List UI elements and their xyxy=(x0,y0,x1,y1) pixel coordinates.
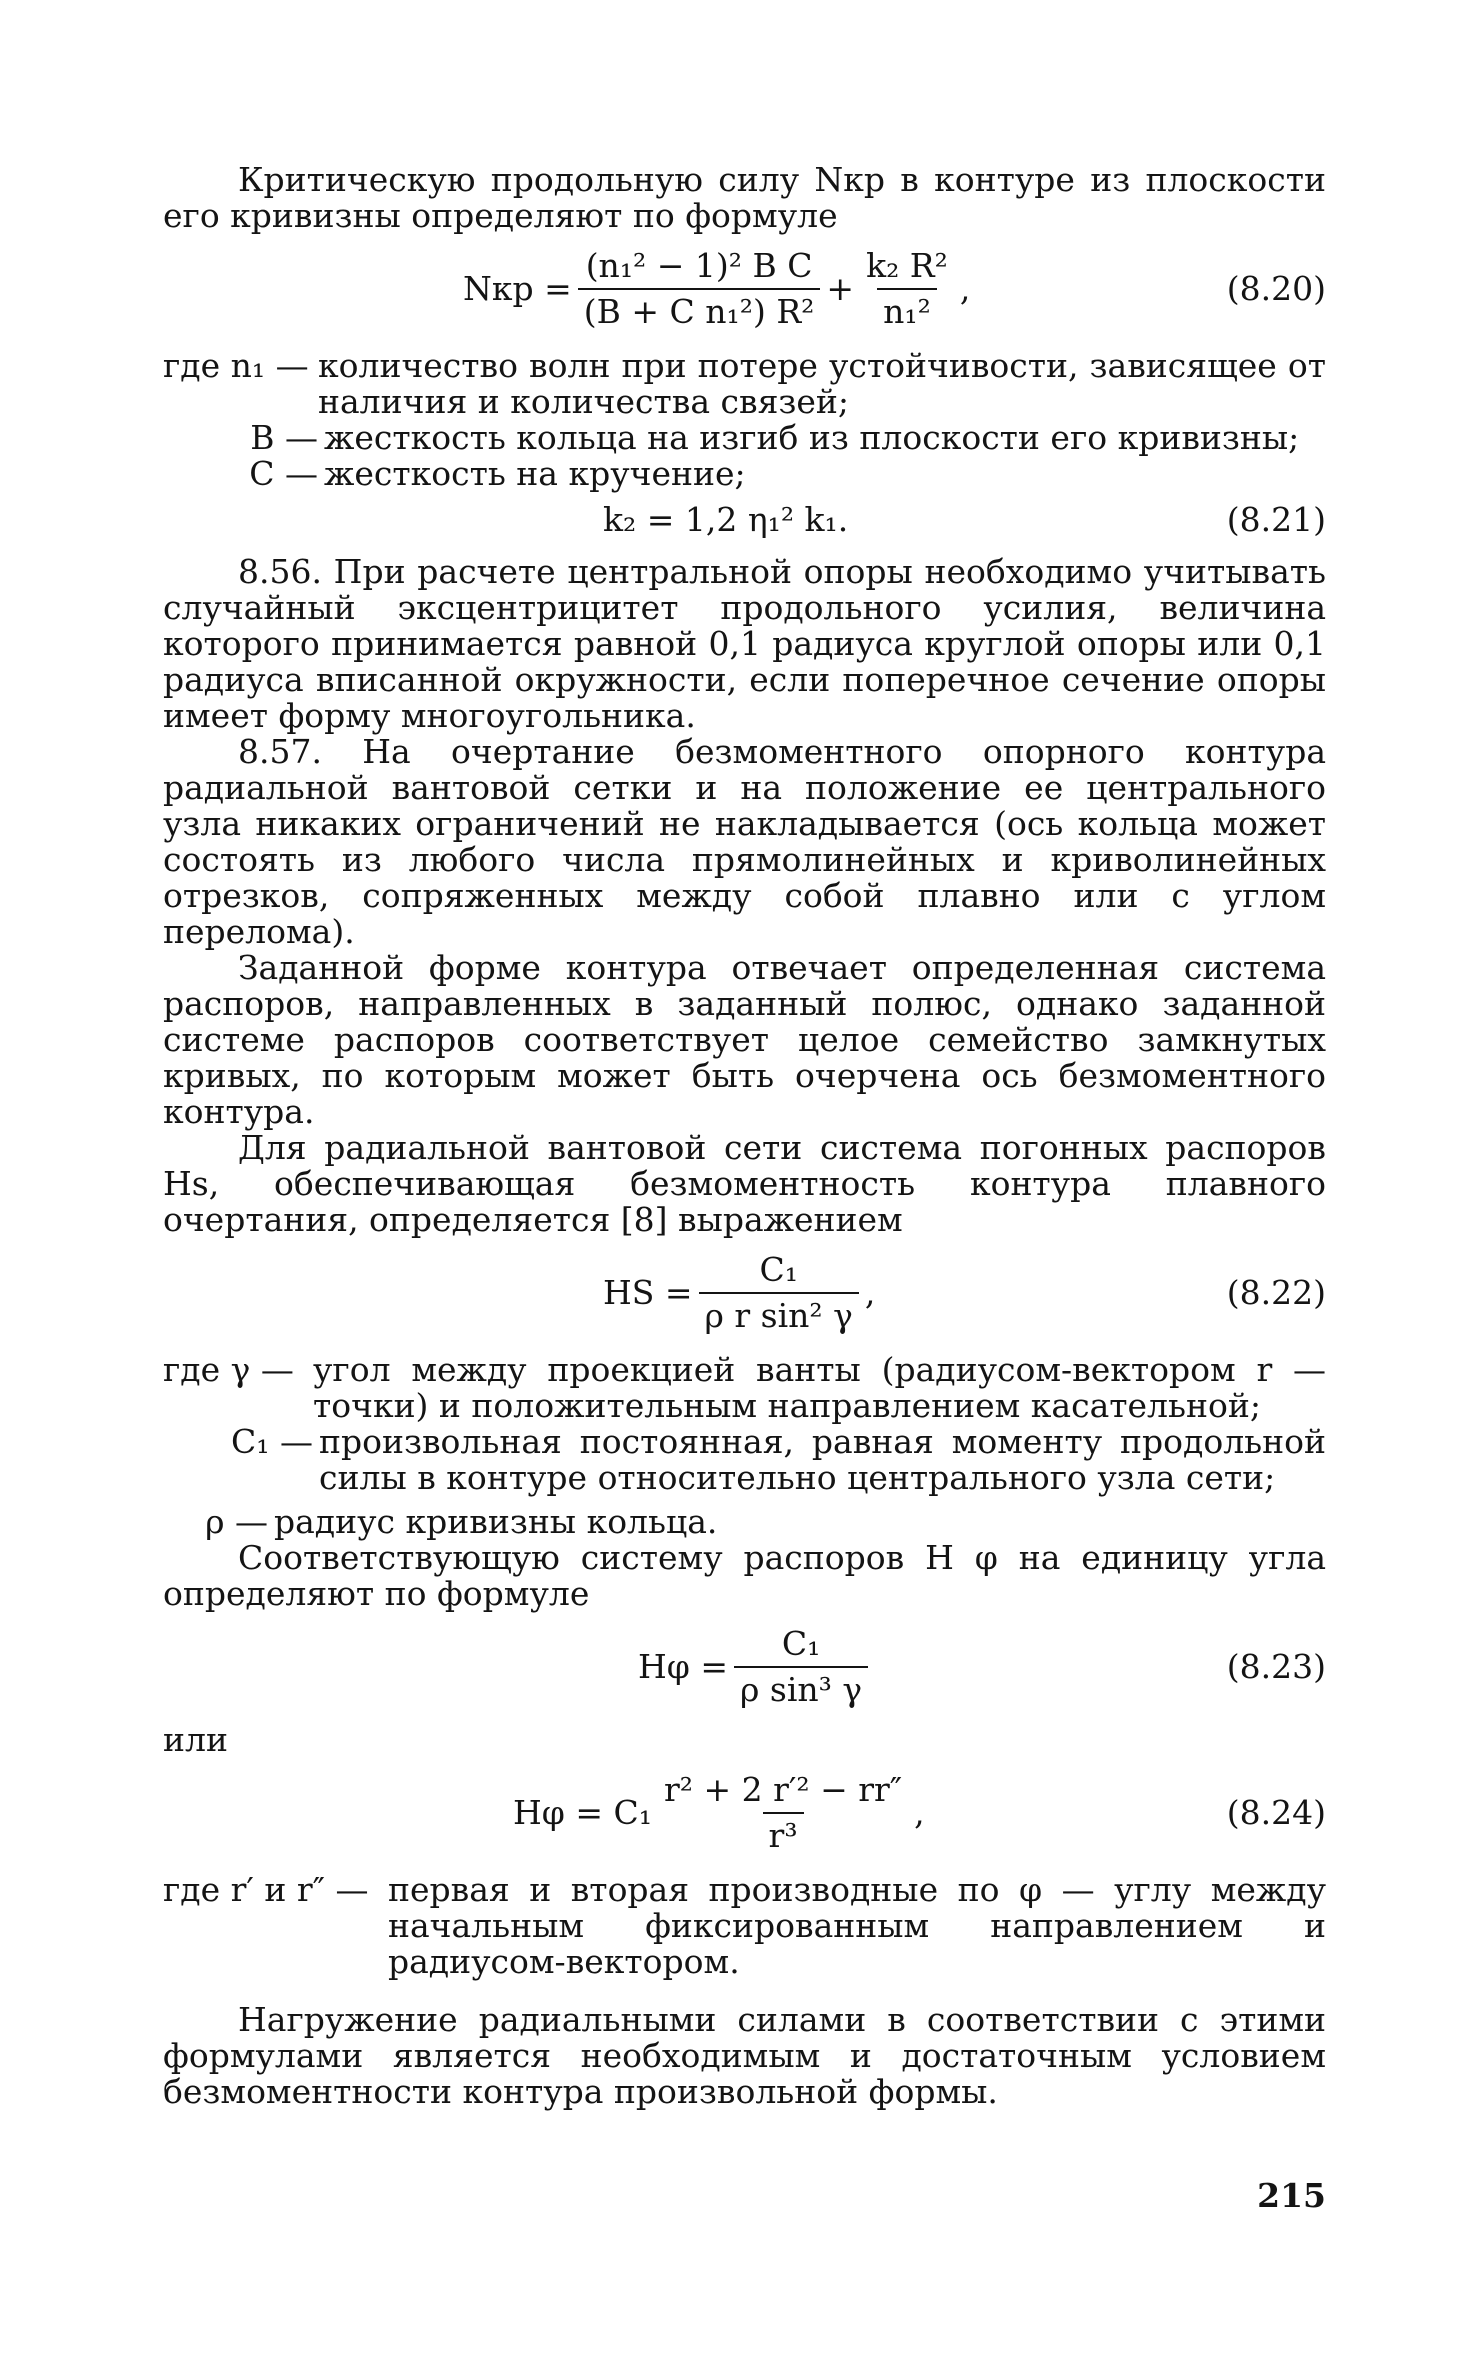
fraction-numerator: C₁ xyxy=(759,1250,798,1289)
definition-text: радиус кривизны кольца. xyxy=(274,1502,718,1541)
fraction xyxy=(860,248,954,330)
plus-sign: + xyxy=(826,269,855,308)
definition-text: первая и вторая производные по φ — углу между начальным фиксированным направлением и радиусом-вектором. xyxy=(388,1870,1326,1981)
fraction-numerator: C₁ xyxy=(781,1624,821,1663)
fraction-numerator: k₂ R² xyxy=(866,246,948,285)
fraction xyxy=(578,248,821,330)
equation-8-22 xyxy=(163,1238,1326,1348)
fraction-denominator: n₁² xyxy=(877,288,937,330)
fraction xyxy=(699,1252,859,1334)
fraction-numerator: r² + 2 r′² − rr″ xyxy=(664,1770,903,1809)
equation-8-24 xyxy=(163,1758,1326,1868)
equation-8-21 xyxy=(163,492,1326,548)
definition-symbol: B — xyxy=(250,418,318,457)
or-word: или xyxy=(163,1720,228,1759)
paragraph-8-57: 8.57. На очертание безмоментного опорного контура радиальной вантовой сетки и на положение ее центрального узла никаких ограничений не накладывается (ось кольца может состоять из любого числа прямолинейных и криволинейных отрезков, сопряженных между собой плавно или с углом перелома). xyxy=(163,732,1326,951)
intro-paragraph: Критическую продольную силу Nкр в контуре из плоскости его кривизны определяют по формуле xyxy=(163,160,1326,235)
eq-comma: , xyxy=(864,1273,876,1312)
paragraph-shape: Заданной форме контура отвечает определенная система распоров, направленных в заданный полюс, однако заданной системе распоров соответствует целое семейство замкнутых кривых, по которым может быть очерчена ось безмоментного контура. xyxy=(163,948,1326,1131)
definition-item xyxy=(163,420,1326,456)
fraction xyxy=(658,1772,908,1854)
definition-text: произвольная постоянная, равная моменту продольной силы в контуре относительно центрального узла сети; xyxy=(319,1422,1326,1497)
fraction-denominator: r³ xyxy=(763,1812,804,1854)
paragraph-corresponding: Соответствующую систему распоров H φ на единицу угла определяют по формуле xyxy=(163,1538,1326,1613)
definition-symbol: где γ — xyxy=(163,1350,294,1389)
definition-symbol: где n₁ — xyxy=(163,346,309,385)
definition-item xyxy=(163,1504,1326,1540)
definitions-list xyxy=(163,1872,1326,1980)
definitions-list xyxy=(163,348,1326,492)
equation-number: (8.22) xyxy=(1226,1273,1326,1312)
eq-lhs: Hφ = C₁ xyxy=(513,1793,652,1832)
equation-number: (8.21) xyxy=(1226,500,1326,539)
fraction-denominator: ρ sin³ γ xyxy=(734,1666,868,1708)
page-number: 215 xyxy=(1257,2176,1326,2215)
fraction-numerator: (n₁² − 1)² B C xyxy=(585,246,813,285)
definition-symbol: C₁ — xyxy=(231,1422,313,1461)
eq-comma: , xyxy=(959,269,971,308)
definition-item xyxy=(163,1872,1326,1980)
definition-item xyxy=(163,348,1326,420)
definition-text: жесткость кольца на изгиб из плоскости его кривизны; xyxy=(324,418,1300,457)
definition-symbol: где r′ и r″ — xyxy=(163,1870,369,1909)
eq-body: k₂ = 1,2 η₁² k₁. xyxy=(603,500,849,539)
definition-symbol: C — xyxy=(249,454,318,493)
definitions-list xyxy=(163,1352,1326,1540)
eq-lhs: Hφ = xyxy=(638,1647,729,1686)
eq-lhs: HS = xyxy=(603,1273,693,1312)
equation-8-20 xyxy=(163,234,1326,344)
definition-item xyxy=(163,456,1326,492)
definition-text: жесткость на кручение; xyxy=(324,454,746,493)
equation-8-23 xyxy=(163,1612,1326,1722)
definition-item xyxy=(163,1352,1326,1424)
eq-lhs: Nкр = xyxy=(463,269,572,308)
equation-number: (8.20) xyxy=(1226,269,1326,308)
page-content xyxy=(163,162,1326,2110)
equation-number: (8.23) xyxy=(1226,1647,1326,1686)
definition-item xyxy=(163,1424,1326,1496)
definition-text: угол между проекцией ванты (радиусом-вектором r — точки) и положительным направлением касательной; xyxy=(313,1350,1326,1425)
paragraph-8-56: 8.56. При расчете центральной опоры необходимо учитывать случайный эксцентрицитет продольного усилия, величина которого принимается равной 0,1 радиуса круглой опоры или 0,1 радиуса вписанной окружности, если поперечное сечение опоры имеет форму многоугольника. xyxy=(163,552,1326,735)
fraction-denominator: ρ r sin² γ xyxy=(699,1292,859,1334)
fraction xyxy=(734,1626,868,1708)
definition-symbol: ρ — xyxy=(205,1502,268,1541)
paragraph-radial: Для радиальной вантовой сети система погонных распоров Hs, обеспечивающая безмоментность контура плавного очертания, определяется [8] выражением xyxy=(163,1128,1326,1239)
definition-text: количество волн при потере устойчивости, зависящее от наличия и количества связей; xyxy=(318,346,1326,421)
equation-number: (8.24) xyxy=(1226,1793,1326,1832)
paragraph-final: Нагружение радиальными силами в соответствии с этими формулами является необходимым и достаточным условием безмоментности контура произвольной формы. xyxy=(163,2000,1326,2111)
eq-comma: , xyxy=(914,1793,925,1832)
fraction-denominator: (B + C n₁²) R² xyxy=(578,288,821,330)
